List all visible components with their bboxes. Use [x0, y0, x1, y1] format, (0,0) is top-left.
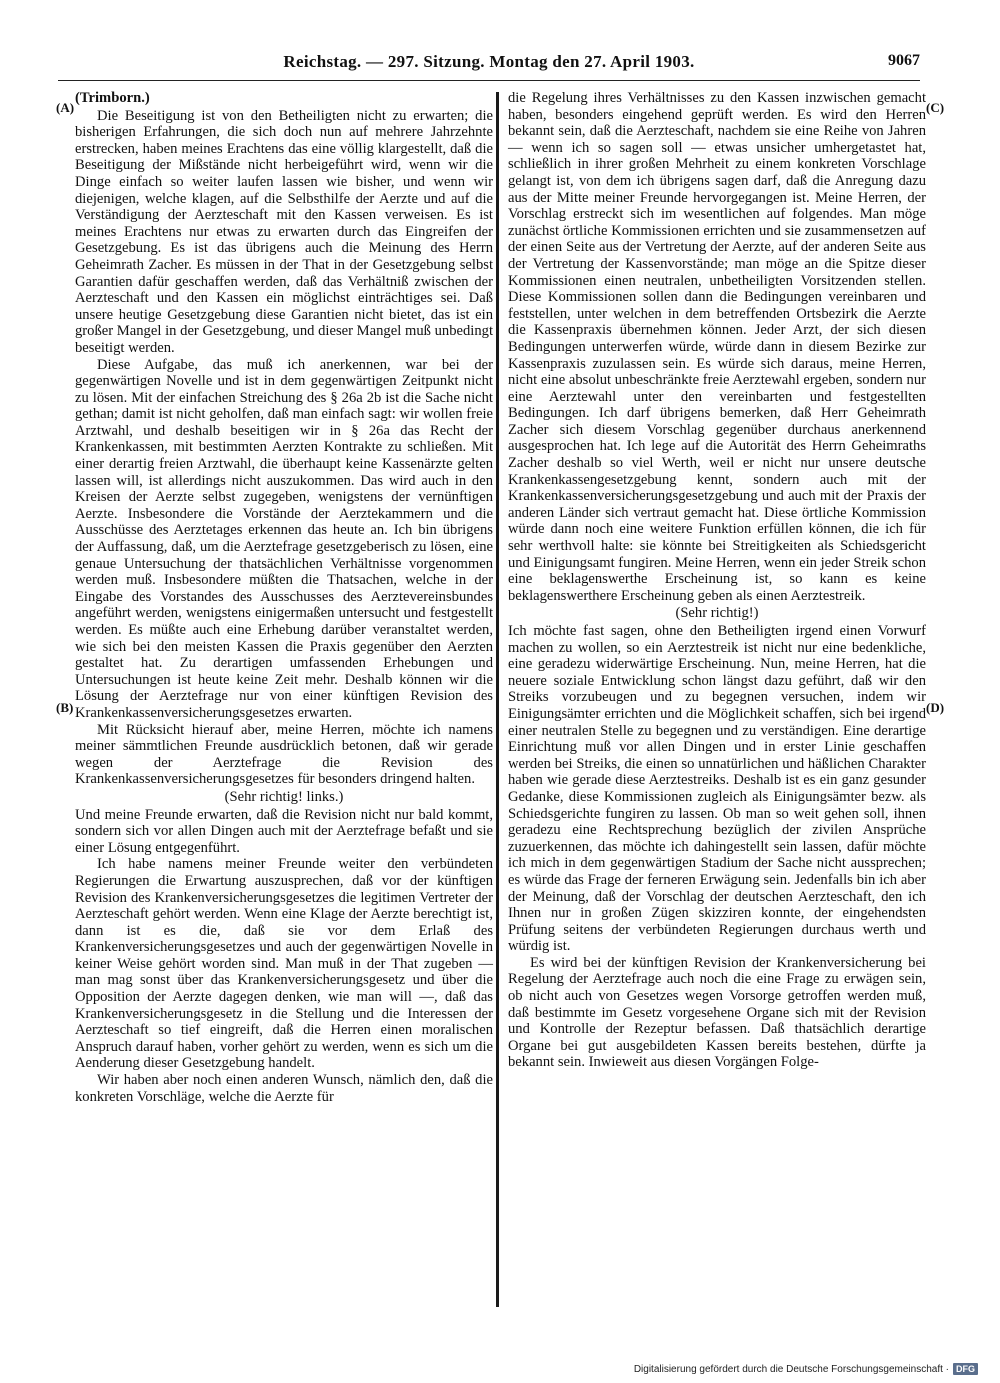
- page-footer: [634, 1361, 978, 1377]
- left-column: [75, 90, 493, 1105]
- margin-mark-d: (D): [926, 700, 945, 715]
- column-divider: [496, 92, 499, 1307]
- margin-mark-b: (B): [56, 700, 74, 715]
- dfg-logo: DFG: [953, 1363, 978, 1375]
- interjection: (Sehr richtig!): [675, 605, 759, 622]
- paragraph: Wir haben aber noch einen anderen Wunsch, nämlich den, daß die konkreten Vorschläge, welche die Aerzte für: [75, 1072, 493, 1105]
- header-title: Reichstag. — 297. Sitzung. Montag den 27. April 1903.: [283, 52, 695, 71]
- paragraph: Mit Rücksicht hierauf aber, meine Herren, möchte ich namens meiner sämmtlichen Freunde ausdrücklich betonen, daß wir gerade wegen der Aerztefrage die Revision des Krankenkassenversicherungsgesetzes für besonders dringend halten.: [75, 721, 493, 788]
- margin-mark-a: (A): [56, 100, 75, 115]
- margin-mark-c: (C): [926, 100, 945, 115]
- funding-credit: Digitalisierung gefördert durch die Deutsche Forschungsgemeinschaft ·: [633, 1363, 949, 1375]
- right-column: [508, 90, 926, 1071]
- paragraph: die Regelung ihres Verhältnisses zu den Kassen inzwischen gemacht haben, besonders eingehend geprüft werden. Es wird den Herren bekannt sein, daß die Aerzteschaft, nachdem sie eine Reihe von Jahren — wenn ich so sagen soll — etwas unsicher umhergetastet hat, schließlich in ihrer großen Mehrheit zu einem konkreten Vorschlage gelangt ist, von dem ich übrigens sagen darf, daß die Anregung dazu aus der Mitte meiner Freunde hervorgegangen ist. Meine Herren, der Vorschlag erstreckt sich im wesentlichen auf folgendes. Man möge zunächst örtliche Kommissionen errichten und sie zusammensetzen auf der einen Seite aus der Vertretung der Aerzte, auf der anderen Seite aus der Vertretung der Kassenvorstände; man möge an die Spitze dieser Kommissionen einen neutralen, unbetheiligten Vorsitzenden stellen. Diese Kommissionen sollen dann die Bedingungen vereinbaren und feststellen, unter welchen in dem betreffenden Ortsbezirk die Aerzte die Kassenpraxis übernehmen können. Jeder Arzt, der sich diesen Bedingungen unterwerfen würde, würde dann in diesem Bezirke zur Kassenpraxis zuzulassen sein. Es würde sich daraus, meine Herren, nicht eine absolut unbeschränkte freie Aerztewahl ergeben, sondern nur eine Aerztewahl unter den vereinbarten und festgestellten Bedingungen. Ich darf übrigens bemerken, daß Herr Geheimrath Zacher sich diesem Vorschlag gegenüber durchaus anerkennend ausgesprochen hat. Ich lege auf die Autorität des Herrn Geheimraths Zacher deshalb so viel Werth, weil er nicht nur unsere deutsche Krankenkassengesetzgebung kennt, sondern auch mit der Krankenkassenversicherungsgesetzgebung und auch mit der Praxis der anderen Länder sich vertraut gemacht hat. Diese örtliche Kommission würde dann noch eine weitere Funktion erfüllen können, die ich für sehr werthvoll halte: sie könnte bei Streitigkeiten als Schiedsgericht und Einigungsamt fungiren. Meine Herren, wenn ein jeder Streik schon eine beklagenswerthe Erscheinung ist, so kann es keine beklagenswerthere Erscheinung geben als einen Aerztestreik.: [508, 90, 926, 604]
- paragraph: Diese Aufgabe, das muß ich anerkennen, war bei der gegenwärtigen Novelle und ist in dem gegenwärtigen Zeitpunkt nicht zu lösen. Mit der einfachen Streichung des § 26a 2b ist die Sache nicht gethan; damit ist nicht geholfen, daß man einfach sagt: wir wollen freie Arztwahl, und deshalb beseitigen wir in § 26a das Recht der Krankenkassen, mit bestimmten Aerzten Kontrakte zu schließen. Mit einer derartig freien Arztwahl, die überhaupt keine Kassenärzte gelten lassen will, ist allerdings nicht auszukommen. Das wird auch in den Kreisen der Aerzte selbst zugegeben, wenigstens der vernünftigen Aerzte. Insbesondere die Vorstände der Aerztekammern und die Ausschüsse des Aerztetages erkennen das heute an. Ich bin übrigens der Auffassung, daß, um die Aerztefrage gesetzgeberisch zu lösen, eine genaue Untersuchung der thatsächlichen Verhältnisse vorgenommen werden muß. Insbesondere müßten die Thatsachen, welche in der Eingabe des Vorstandes des Ausschusses des Aerztevereinsbundes angeführt werden, wenigstens einigermaßen untersucht und festgestellt werden. Es müßte auch eine Erhebung darüber veranstaltet werden, wie sich bei den meisten Kassen die Praxis gegenüber den Aerzten gestaltet hat. Zu derartigen umfassenden Erhebungen und Untersuchungen ist heute keine Zeit mehr. Deshalb können wir die Lösung der Aerztefrage nur von einer künftigen Revision des Krankenkassenversicherungsgesetzes erwarten.: [75, 356, 493, 721]
- paragraph: Ich möchte fast sagen, ohne den Betheiligten irgend einen Vorwurf machen zu wollen, so ein Aerztestreik ist nicht nur eine bedenkliche, eine geradezu widerwärtige Erscheinung. Nun, meine Herren, hat die neuere soziale Entwicklung schon längst dazu geführt, daß wir den Streiks vorzubeugen und zu begegnen versuchen, indem wir Einigungsämter errichten und die Möglichkeit schaffen, sich bei irgend einer neutralen Stelle zu begegnen und zu verständigen. Eine derartige Einrichtung muß vor allen Dingen und in erster Linie geschaffen werden bei Streiks, die einen so unnatürlichen und häßlichen Charakter haben wie gerade diese Aerztestreiks. Deshalb ist es ein ganz gesunder Gedanke, diese Kommissionen zugleich als Einigungsämter bezw. als Schiedsgerichte fungiren zu lassen. Ob man so weit gehen soll, ihnen geradezu eine Rechtsprechung bezüglich der zivilen Ansprüche zuzuerkennen, das möchte ich dahingestellt sein lassen, dafür möchte ich mich in dem gegenwärtigen Stadium der Sache nicht aussprechen; es würde das Frage der ferneren Erwägung sein. Jedenfalls bin ich aber der Meinung, daß der Vorschlag der deutschen Aerzteschaft, den ich Ihnen nur in großen Zügen skizziren konnte, der eingehendsten Prüfung seitens der verbündeten Regierungen durchaus werth und würdig ist.: [508, 623, 926, 955]
- page-header: [58, 50, 920, 81]
- page-number: 9067: [888, 52, 920, 69]
- paragraph: Die Beseitigung ist von den Betheiligten nicht zu erwarten; die bisherigen Erfahrungen, die sich doch nun auf mehrere Jahrzehnte erstrecken, haben meines Erachtens das eine völlig klargestellt, daß die Beseitigung der Mißstände nicht herbeigeführt wird, wenn wir die Dinge einfach so weiter laufen lassen wie bisher, und wenn wir diejenigen, welche klagen, auf die Selbsthilfe der Aerzte und auf die Verständigung der Aerzteschaft mit den Kassen verweisen. Es ist meines Erachtens nur etwas zu erwarten durch das Eingreifen der Gesetzgebung. Es ist das übrigens auch die Meinung des Herrn Geheimrath Zacher. Es müssen in der That in der Gesetzgebung selbst Garantien dafür geschaffen werden, daß das Verhältniß zwischen der Aerzteschaft und den Kassen ein möglichst einträchtiges sei. Daß unsere heutige Gesetzgebung diese Garantien nicht bietet, das ist ein großer Mangel in der Gesetzgebung, und dieser Mangel muß unbedingt beseitigt werden.: [75, 107, 493, 356]
- interjection: (Sehr richtig! links.): [224, 788, 344, 805]
- paragraph: Es wird bei der künftigen Revision der Krankenversicherung bei Regelung der Aerztefrage auch noch die eine Frage zu erwägen sein, ob nicht auch von Gesetzes wegen Vorsorge getroffen werden muß, daß bestimmte im Gesetz vorgesehene Organe sich mit der Revision und Kontrolle der Rezeptur befassen. Daß thatsächlich derartige Organe bei gut ausgebildeten Kassen bereits bestehen, dürfte ja bekannt sein. Inwieweit aus diesen Vorgängen Folge-: [508, 954, 926, 1071]
- paragraph: Ich habe namens meiner Freunde weiter den verbündeten Regierungen die Erwartung auszusprechen, daß vor der künftigen Revision des Krankenversicherungsgesetzes die legitimen Vertreter der Aerzteschaft gehört werden. Wenn eine Klage der Aerzte berechtigt ist, dann ist es die, daß sie vor dem Erlaß des Krankenversicherungsgesetzes und auch der gegenwärtigen Novelle in keiner Weise gehört worden sind. Man muß in der That zugeben — man mag sonst über das Krankenversicherungsgesetz und über die Opposition der Aerzte dagegen denken, wie man will —, daß das Krankenversicherungsgesetz in die Stellung und die Interessen der Aerzteschaft so tief eingreift, daß die Herren einen moralischen Anspruch darauf haben, vorher gehört zu werden, wenn es sich um die Aenderung dieser Gesetzgebung handelt.: [75, 856, 493, 1072]
- paragraph: Und meine Freunde erwarten, daß die Revision nicht nur bald kommt, sondern sich vor allen Dingen auch mit der Aerztefrage befaßt und sie einer Lösung entgegenführt.: [75, 806, 493, 856]
- speaker-name: (Trimborn.): [75, 90, 150, 106]
